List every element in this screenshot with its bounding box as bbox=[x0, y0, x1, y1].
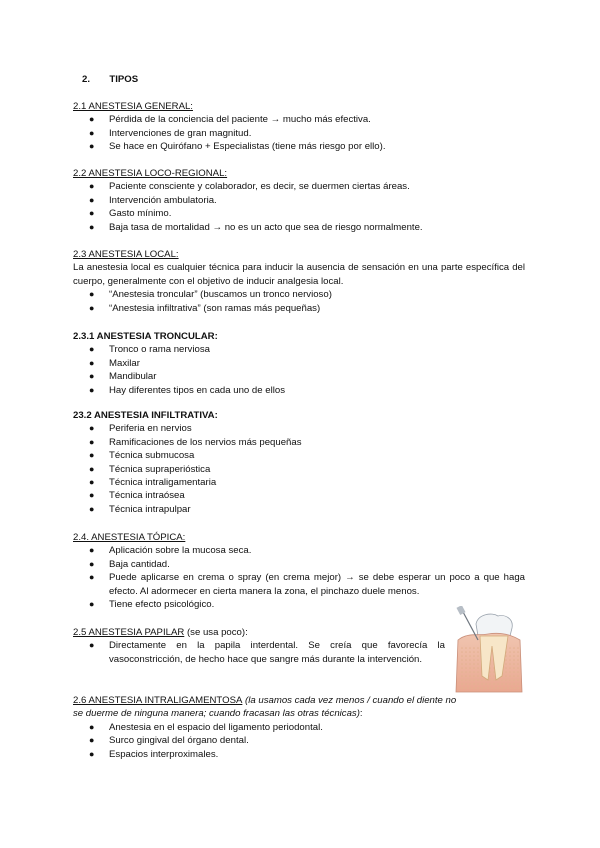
section-2-6-list bbox=[73, 721, 463, 761]
section-2-6-title: 2.6 ANESTESIA INTRALIGAMENTOSA bbox=[73, 695, 243, 706]
list-item: ● Surco gingival del órgano dental. bbox=[89, 735, 249, 747]
section-2-3 bbox=[73, 248, 525, 315]
section-2-5-title-suffix: (se usa poco): bbox=[184, 627, 248, 638]
section-2-2-list bbox=[73, 180, 525, 234]
list-item: ● Directamente en la papila interdental. Se creía que favorecía la vasoconstricción, de hecho hace que sangre más durante la intervención. bbox=[89, 640, 445, 665]
section-2-3-list bbox=[73, 288, 525, 315]
section-2-1-list bbox=[73, 113, 525, 153]
section-2-2-title: 2.2 ANESTESIA LOCO-REGIONAL: bbox=[73, 168, 228, 179]
list-item: ● Periferia en nervios bbox=[89, 423, 192, 435]
section-2-3-2-title: 23.2 ANESTESIA INFILTRATIVA: bbox=[73, 410, 218, 421]
tooth-injection-illustration bbox=[448, 606, 528, 694]
section-2-2 bbox=[73, 167, 525, 234]
list-item: ● Intervenciones de gran magnitud. bbox=[89, 127, 252, 139]
list-item: ● Aplicación sobre la mucosa seca. bbox=[89, 545, 252, 557]
list-item: ● Paciente consciente y colaborador, es decir, se duermen ciertas áreas. bbox=[89, 181, 410, 193]
list-item: ● Baja tasa de mortalidad → no es un acto que sea de riesgo normalmente. bbox=[89, 221, 423, 233]
list-item: ● Intervención ambulatoria. bbox=[89, 194, 217, 206]
section-heading bbox=[82, 73, 138, 86]
list-item: ● Técnica intraligamentaria bbox=[89, 477, 217, 489]
section-2-3-1-list bbox=[73, 343, 525, 397]
list-item: ● Anestesia en el espacio del ligamento periodontal. bbox=[89, 721, 323, 733]
list-item: ● Ramificaciones de los nervios más pequeñas bbox=[89, 436, 302, 448]
list-item: ● Maxilar bbox=[89, 357, 140, 369]
section-2-4-list bbox=[73, 544, 525, 611]
list-item: ● Técnica supraperióstica bbox=[89, 463, 211, 475]
list-item: ● Espacios interproximales. bbox=[89, 748, 219, 760]
section-2-5-heading bbox=[73, 626, 445, 639]
list-item: ● Puede aplicarse en crema o spray (en crema mejor) → se debe esperar un poco a que haga efecto. Al adormecer en cierta manera la zona, el pinchazo duele menos. bbox=[89, 572, 525, 597]
list-item: ● Se hace en Quirófano + Especialistas (tiene más riesgo por ello). bbox=[89, 141, 386, 153]
list-item: ● Técnica intrapulpar bbox=[89, 503, 191, 515]
list-item: ● Hay diferentes tipos en cada uno de ellos bbox=[89, 384, 285, 396]
section-number: 2. bbox=[82, 74, 91, 85]
list-item: ● Mandibular bbox=[89, 371, 157, 383]
section-2-5 bbox=[73, 626, 445, 666]
list-item: ● “Anestesia troncular” (buscamos un tronco nervioso) bbox=[89, 289, 332, 301]
section-2-6-note: (la usamos cada vez menos / cuando el diente no se duerme de ninguna manera; cuando fracasan las otras técnicas) bbox=[73, 695, 457, 720]
list-item: ● Baja cantidad. bbox=[89, 558, 170, 570]
section-2-3-1-title: 2.3.1 ANESTESIA TRONCULAR: bbox=[73, 331, 218, 342]
section-2-5-list bbox=[73, 639, 445, 666]
list-item: ● Gasto mínimo. bbox=[89, 208, 172, 220]
section-2-1 bbox=[73, 100, 525, 154]
list-item: ● “Anestesia infiltrativa” (son ramas más pequeñas) bbox=[89, 302, 321, 314]
section-2-4-title: 2.4. ANESTESIA TÓPICA: bbox=[73, 532, 186, 543]
section-2-3-intro: La anestesia local es cualquier técnica para inducir la ausencia de sensación en una parte específica del cuerpo, generalmente con el objetivo de inducir analgesia local. bbox=[73, 262, 525, 287]
section-2-1-title: 2.1 ANESTESIA GENERAL: bbox=[73, 101, 193, 112]
list-item: ● Tiene efecto psicológico. bbox=[89, 599, 215, 611]
section-2-3-title: 2.3 ANESTESIA LOCAL: bbox=[73, 249, 179, 260]
section-2-5-title: 2.5 ANESTESIA PAPILAR bbox=[73, 627, 185, 638]
section-2-3-2 bbox=[73, 409, 525, 516]
section-2-3-1 bbox=[73, 330, 525, 397]
section-2-4 bbox=[73, 531, 525, 611]
list-item: ● Pérdida de la conciencia del paciente → mucho más efectiva. bbox=[89, 114, 371, 126]
section-2-6 bbox=[73, 694, 463, 761]
list-item: ● Técnica intraósea bbox=[89, 490, 185, 502]
section-label: TIPOS bbox=[109, 74, 139, 85]
section-2-3-2-list bbox=[73, 422, 525, 516]
list-item: ● Tronco o rama nerviosa bbox=[89, 344, 210, 356]
section-2-6-heading bbox=[73, 694, 463, 721]
list-item: ● Técnica submucosa bbox=[89, 450, 195, 462]
section-2-6-colon: : bbox=[359, 708, 363, 720]
